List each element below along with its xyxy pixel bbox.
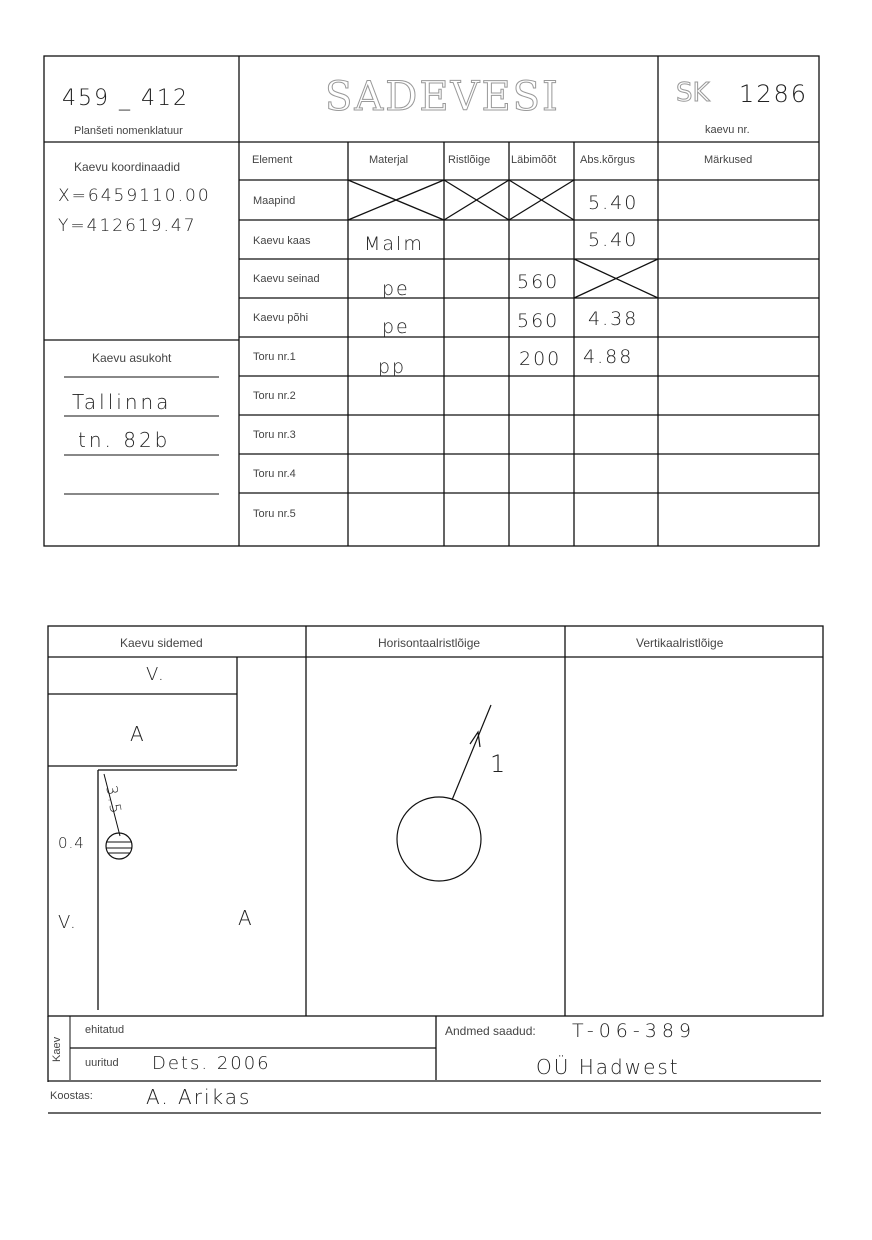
coordinate-x: X=6459110.00 [58,186,211,206]
footer-surveyed-value: Dets. 2006 [152,1053,271,1074]
well-number-prefix: SK [676,78,710,108]
footer-surveyed-label: uuritud [85,1057,119,1069]
row-height: 4.88 [583,346,634,368]
header-height: Abs.kõrgus [580,154,636,166]
sketch-mark-a-bottom: A [238,906,254,930]
row-element: Maapind [253,195,296,207]
row-element: Kaevu seinad [253,273,320,285]
footer-built-label: ehitatud [85,1024,125,1036]
row-element: Toru nr.5 [253,508,296,520]
location-line-2: tn. 82b [78,428,171,452]
row-diameter: 560 [517,271,560,293]
location-label: Kaevu asukoht [92,351,172,365]
footer-data-label: Andmed saadud: [445,1024,536,1038]
row-diameter: 200 [519,348,562,370]
sketch-mark-a-top: A [130,722,146,746]
row-element: Toru nr.2 [253,390,296,402]
footer-author-label: Koostas: [50,1090,93,1102]
row-element: Kaevu põhi [253,312,309,324]
header-material: Materjal [369,154,409,166]
sketch-mark-v-top: V. [146,664,166,685]
header-notes: Märkused [704,154,753,166]
header-element: Element [252,154,293,166]
footer-author-value: A. Arikas [146,1085,252,1109]
coordinate-y: Y=412619.47 [58,216,197,236]
row-element: Toru nr.4 [253,468,296,480]
row-height: 5.40 [588,229,639,251]
header-diameter: Läbimõõt [511,154,557,166]
well-number-value: 1286 [739,80,809,108]
row-height: 4.38 [588,308,639,330]
nomenclature-value: 459 _ 412 [62,86,189,111]
footer-side-label: Kaev [51,1036,63,1062]
row-material: pp [378,356,407,378]
row-height: 5.40 [588,192,639,214]
footer-company-value: OÜ Hadwest [536,1055,680,1079]
row-material: Malm [364,233,424,255]
location-line-1: Tallinna [72,390,172,414]
coordinates-label: Kaevu koordinaadid [74,160,181,174]
sketch-connections-label: Kaevu sidemed [120,636,203,650]
sketch-vertical-label: Vertikaalristlõige [636,636,724,650]
well-number-label: kaevu nr. [705,124,750,136]
nomenclature-label: Planšeti nomenklatuur [74,125,183,137]
row-diameter: 560 [517,310,560,332]
row-element: Toru nr.1 [253,351,296,363]
sketch-horizontal-label: Horisontaalristlõige [378,636,481,650]
footer-data-value: T-06-389 [572,1020,697,1042]
row-element: Kaevu kaas [253,235,311,247]
form-title: SADEVESI [325,74,560,120]
sketch-pipe-number: 1 [490,750,508,778]
sketch-distance-value: 3.5 [102,784,126,817]
header-cross-section: Ristlõige [448,154,491,166]
row-element: Toru nr.3 [253,429,296,441]
row-material: pe [382,278,410,300]
row-material: pe [382,316,410,338]
sketch-offset-value: 0.4 [58,834,85,852]
sketch-mark-v-bottom: V. [58,912,78,933]
